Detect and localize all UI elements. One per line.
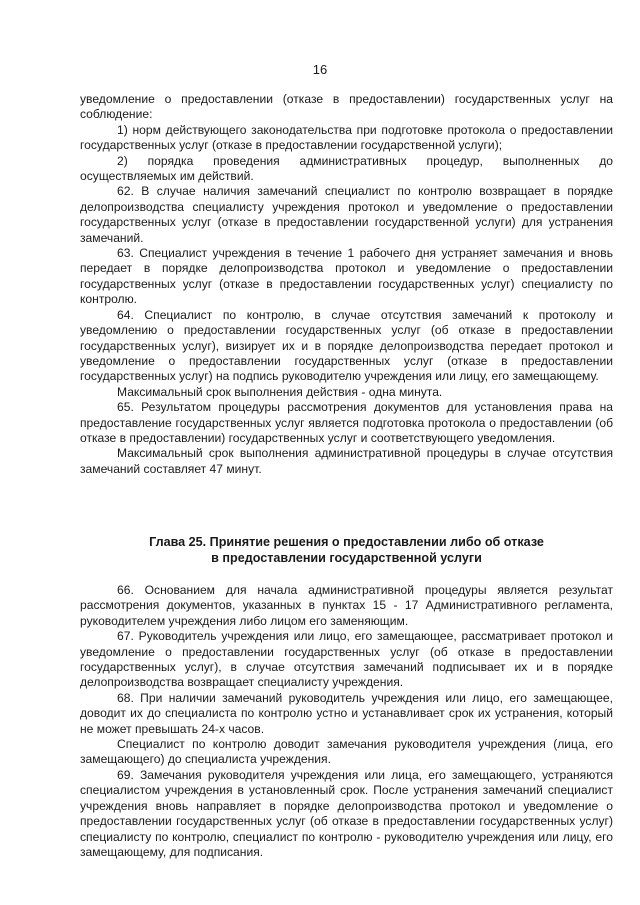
paragraph-62: 62. В случае наличия замечаний специалист по контролю возвращает в порядке делопроизводства специалисту учреждения протокол и уведомление о предоставлении государственных услуг (отказе в предоставлении государственной услуги) для устранения замечаний.: [80, 184, 613, 245]
paragraph: Максимальный срок выполнения административной процедуры в случае отсутствия замечаний составляет 47 минут.: [80, 446, 613, 476]
paragraph: Максимальный срок выполнения действия - одна минута.: [117, 384, 443, 399]
paragraph-65: 65. Результатом процедуры рассмотрения документов для установления права на предоставление государственных услуг является подготовка протокола о предоставлении (об отказе в предоставлении) государственных услуг и соответствующего уведомления.: [80, 400, 613, 445]
paragraph-64: 64. Специалист по контролю, в случае отсутствия замечаний к протоколу и уведомлению о предоставлении государственных услуг (об отказе в предоставлении государственных услуг), визирует их и в порядке делопроизводства передает протокол и уведомление о предоставлении государственных услуг (отказе в предоставлении государственных услуг) на подпись руководителю учреждения или лицу, его замещающему.: [80, 307, 613, 384]
paragraph-66: 66. Основанием для начала административной процедуры является результат рассмотрения документов, указанных в пунктах 15 - 17 Административного регламента, руководителем учреждения либо лицом его заменяющим.: [80, 583, 613, 628]
text-block-top: [80, 92, 613, 477]
paragraph-69: 69. Замечания руководителя учреждения или лица, его замещающего, устраняются специалистом учреждения в установленный срок. После устранения замечаний специалист учреждения вновь направляет в порядке делопроизводства протокол и уведомление о предоставлении государственных услуг (об отказе в предоставлении государственных услуг) специалисту по контролю, специалист по контролю - руководителю учреждения или лицу, его замещающему, для подписания.: [80, 767, 613, 859]
paragraph: уведомление о предоставлении (отказе в предоставлении) государственных услуг на соблюдение:: [80, 92, 613, 122]
paragraph: 2) порядка проведения административных процедур, выполненных до осуществляемых им действий.: [80, 153, 613, 184]
page-number: 16: [312, 62, 328, 77]
paragraph-63: 63. Специалист учреждения в течение 1 рабочего дня устраняет замечания и вновь передает в порядке делопроизводства протокол и уведомление о предоставлении государственных услуг (отказе в предоставлении государственных услуг) специалисту по контролю.: [80, 246, 613, 307]
text-block-bottom: [80, 583, 613, 860]
paragraph-67: 67. Руководитель учреждения или лицо, его замещающее, рассматривает протокол и уведомление о предоставлении государственных услуг (об отказе в предоставлении государственных услуг), в случае отсутствия замечаний подписывает их и в порядке делопроизводства возвращает специалисту учреждения.: [80, 629, 613, 690]
paragraph: Специалист по контролю доводит замечания руководителя учреждения (лица, его замещающего) до специалиста учреждения.: [80, 737, 613, 767]
chapter-heading: [80, 535, 613, 566]
chapter-heading-line: Глава 25. Принятие решения о предоставлении либо об отказе: [149, 535, 544, 549]
chapter-heading-line: в предоставлении государственной услуги: [211, 550, 482, 565]
paragraph-68: 68. При наличии замечаний руководитель учреждения или лицо, его замещающее, доводит их до специалиста по контролю устно и устанавливает срок их устранения, который не может превышать 24-х часов.: [80, 690, 613, 736]
paragraph: 1) норм действующего законодательства при подготовке протокола о предоставлении государственных услуг (отказе в предоставлении государственной услуги);: [80, 122, 613, 153]
